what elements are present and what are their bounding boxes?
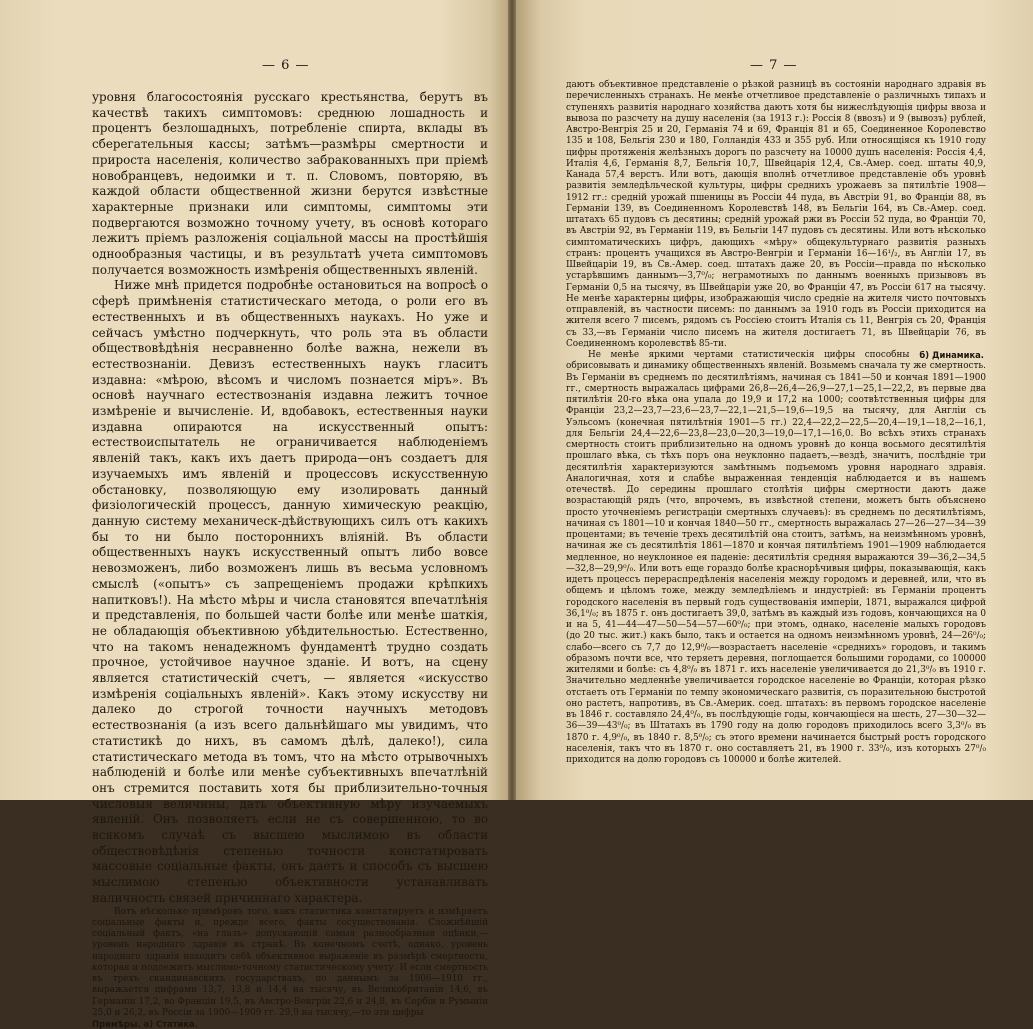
book-gutter bbox=[508, 0, 516, 800]
paragraph-2: Ниже мнѣ придется подробнѣе остановиться на вопросѣ о сферѣ примѣненія статистическаго метода, о роли его въ естественныхъ и въ общественныхъ наукахъ. Но уже и сейчасъ умѣстно подчеркнуть, что роль эта въ области обществовѣдѣнія несравненно болѣе важна, нежели въ естествознаніи. Девизъ естественныхъ наукъ гласитъ издавна: «мѣрою, вѣсомъ и числомъ познается міръ». Въ основѣ научнаго естествознанія издавна лежитъ точное измѣреніе и вычисленіе. И, вдобавокъ, естественныя науки издавна опираются на искусственный опытъ: естествоиспытатель не ограничивается наблюденіемъ явленій такъ, какъ ихъ даетъ природа—онъ создаетъ для изучаемыхъ имъ явленій и процессовъ искусственную обстановку, позволяющую ему изолировать данный физіологическій процессъ, данную химическую реакцію, данную систему механическ-дѣйствующихъ силъ отъ какихъ бы то ни было постороннихъ вліяній. Въ области общественныхъ наукъ искусственный опытъ либо вовсе невозможенъ, либо возможенъ лишь въ весьма условномъ смыслѣ («опытъ» съ запрещеніемъ продажи крѣпкихъ напитковъ!). На мѣсто мѣры и числа становятся впечатлѣнія и представленія, по большей части болѣе или менѣе шаткія, не обладающія объективною убѣдительностью. Естественно, что на такомъ ненадежномъ фундаментѣ трудно создать прочное, устойчивое научное зданіе. И вотъ, на сцену является статистическій счетъ, — является «искусство измѣренія соціальныхъ явленій». Какъ этому искусству ни далеко до строгой точности научныхъ методовъ естествознанія (а изъ всего дальнѣйшаго мы увидимъ, что статистикѣ до нихъ, въ самомъ дѣлѣ, далеко!), сила статистическаго метода въ томъ, что на мѣсто отрывочныхъ наблюденій и болѣе или менѣе субъективныхъ впечатлѣній онъ стремится поставить хотя бы приблизительно-точныя числовыя величины, дать объективную мѣру изучаемыхъ явленій. Онъ позволяетъ если не съ совершенною, то во всякомъ случаѣ съ высшею мыслимою въ области обществовѣдѣнія степенью точности констатировать массовые соціальные факты, онъ даетъ и способъ съ высшею мыслимою степенью объективности устанавливать наличность связей причиннаго характера. bbox=[92, 278, 488, 905]
page-number-right: — 7 — bbox=[750, 58, 798, 73]
left-text-column bbox=[92, 90, 488, 1029]
examples-paragraph: Вотъ нѣсколько примѣровъ того, какъ статистика констатируетъ и измѣряетъ соціальные факты и, прежде всего, факты сосуществованія. Сложнѣйшій соціальный фактъ, «на глазъ» допускающій самыя разнообразныя оцѣнки,— уровень народнаго здравія въ странѣ. Въ конечномъ счетѣ, однако, уровень народнаго здравія находитъ себѣ объективное выраженіе въ размѣрѣ смертности, которая и подлежитъ мыслимо-точному статистическому учету. И если смертность въ трехъ скандинавскихъ государствахъ, по даннымъ за 1906—1910 гг., выражается цифрами 13,7, 13,8 и 14,4 на тысячу, въ Великобританіи 14,6, въ Германіи 17,2, во Франціи 19,5, въ Австро-Венгріи 22,6 и 24,8, въ Сербіи и Румыніи 25,0 и 26,2, въ Россіи за 1900—1909 гг. 29,9 на тысячу,—то эти цифры bbox=[92, 906, 488, 1018]
left-page bbox=[0, 0, 510, 1029]
dynamics-paragraph: Не менѣе яркими чертами статистическія цифры способны обрисовывать и динамику общественныхъ явленій. Возьмемъ сначала ту же смертность. Въ Германіи въ среднемъ по десятилѣтіямъ, начиная съ 1841—50 и кончая 1891—1900 гг., смертность выражалась цифрами 26,8—26,4—26,9—27,1—25,1—22,2, въ первые два пятилѣтія 20-го вѣка она упала до 19,9 и 17,2 на 1000; соотвѣтственныя цифры для Франціи 23,2—23,7—23,6—23,7—22,1—21,5—19,6—19,5 на тысячу, для Англіи съ Уэльсомъ (конечная пятилѣтнія 1901—5 гг.) 22,4—22,2—22,5—20,4—19,1—18,2—16,1, для Бельгіи 24,4—22,6—23,8—23,0—20,3—19,0—17,1—16,0. Во всѣхъ этихъ странахъ смертность стоитъ приблизительно на одномъ уровнѣ до конца восьмого десятилѣтія прошлаго вѣка, съ тѣхъ поръ она неуклонно падаетъ,—вездѣ, значитъ, послѣдніе три десятилѣтія характеризуются замѣтнымъ подъемомъ уровня народнаго здравія. Аналогичная, хотя и слабѣе выраженная тенденція наблюдается и въ нашемъ отечествѣ. До середины прошлаго столѣтія цифры смертности даютъ даже возрастающій рядъ (что, впрочемъ, въ извѣстной степени, можетъ быть объяснено просто уточненіемъ регистраціи смертныхъ случаевъ): въ среднемъ по десятилѣтіямъ, начиная съ 1801—10 и кончая 1840—50 гг., смертность выражалась 27—26—27—34—39 процентами; въ теченіе трехъ десятилѣтій она стоитъ, затѣмъ, на неизмѣнномъ уровнѣ, начиная же съ десятилѣтія 1861—1870 и кончая пятилѣтіемъ 1901—1909 наблюдается медленное, но неуклонное ея паденіе: десятилѣтія средняя выражаются 39—36,2—34,5—32,8—29,9⁰/₀. Или вотъ еще гораздо болѣе краснорѣчивыя цифры, показывающія, какъ идетъ процессъ перераспредѣленія населенія между городомъ и деревней, или, что въ общемъ и цѣломъ тоже, между земледѣліемъ и индустріей: въ Германіи процентъ городского населенія въ первый годъ существованія имперіи, 1871, выражался цифрой 36,1⁰/₀; въ 1875 г. онъ достигаетъ 39,0, затѣмъ въ каждый изъ годовъ, кончающихся на 0 и на 5, 41—44—47—50—54—57—60⁰/₀; при этомъ, однако, населеніе малыхъ городовъ (до 20 тыс. жит.) какъ было, такъ и остается на одномъ неизмѣнномъ уровнѣ, 24—26⁰/₀; слабо—всего съ 7,7 до 12,9⁰/₀—возрастаетъ населеніе «среднихъ» городовъ, и такимъ образомъ почти все, что теряетъ деревня, поглощается большими городами, со 100000 жителями и болѣе: съ 4,8⁰/₀ въ 1871 г. ихъ населеніе увеличивается до 21,3⁰/₀ въ 1910 г. Значительно медленнѣе увеличивается городское населеніе во Франціи, которая рѣзко отстаетъ отъ Германіи по темпу экономическаго развитія, съ поразительною быстротой оно растетъ, напротивъ, въ Св.-Америк. соед. штатахъ: въ первомъ городское населеніе въ 1846 г. составляло 24,4⁰/₀, въ послѣдующіе годы, кончающіеся на шесть, 27—30—32—36—39—43⁰/₀; въ Штатахъ въ 1790 году на долю городовъ приходилось всего 3,3⁰/₀ въ 1870 г. 4,9⁰/₀, въ 1840 г. 8,5⁰/₀; съ этого времени начинается быстрый ростъ городского населенія, такъ что въ 1870 г. оно составляетъ 21, въ 1900 г. 33⁰/₀, изъ которыхъ 27⁰/₀ приходится на долю городовъ съ 100000 и болѣе жителей. bbox=[566, 350, 986, 765]
right-text-column bbox=[566, 80, 986, 766]
right-page bbox=[514, 0, 1033, 800]
paragraph-1: уровня благосостоянія русскаго крестьянства, берутъ въ качествѣ такихъ симптомовъ: среднюю лошадность и процентъ безлошадныхъ, потребленіе спирта, вклады въ сберегательныя кассы; затѣмъ—размѣры смертности и прироста населенія, количество забракованныхъ при пріемѣ новобранцевъ, недоимки и т. п. Словомъ, повторяю, въ каждой области общественной жизни берутся извѣстные характерные признаки или симптомы, симптомы эти подвергаются возможно точному учету, въ основѣ котораго лежитъ пріемъ разложенія соціальной массы на простѣйшія однообразныя частицы, и въ результатѣ учета симптомовъ получается возможность измѣренія общественныхъ явленій. bbox=[92, 90, 488, 277]
examples-heading: Примѣры. а) Статика. bbox=[92, 1019, 198, 1029]
page-number-left: — 6 — bbox=[262, 58, 310, 73]
dynamics-heading: б) Динамика. bbox=[919, 350, 984, 360]
statics-continuation-paragraph: даютъ объективное представленіе о рѣзкой разницѣ въ состояніи народнаго здравія въ перечисленныхъ странахъ. Не менѣе отчетливое представленіе о различныхъ типахъ и ступеняхъ развитія народнаго хозяйства даютъ хотя бы нижеслѣдующія цифры ввоза и вывоза по разсчету на душу населенія (за 1913 г.): Россія 8 (ввозъ) и 9 (вывозъ) рублей, Австро-Венгрія 25 и 20, Германія 74 и 69, Франція 81 и 65, Соединенное Королевство 135 и 108, Бельгія 230 и 180, Голландія 433 и 355 руб. Или относящіяся къ 1910 году цифры протяженія желѣзныхъ дорогъ по разсчету на 10000 душъ населенія: Россія 4,4, Италія 4,6, Германія 8,7, Бельгія 10,7, Швейцарія 12,4, Св.-Амер. соед. штаты 40,9, Канада 57,4 верстъ. Или вотъ, дающія вполнѣ отчетливое представленіе объ уровнѣ развитія земледѣльческой культуры, цифры среднихъ урожаевъ за пятилѣтіе 1908—1912 гг.: средній урожай пшеницы въ Россіи 44 пуда, въ Австріи 91, во Франціи 88, въ Германіи 139, въ Соединенномъ Королевствѣ 148, въ Бельгіи 164, въ Св.-Амер. соед. штатахъ 65 пудовъ съ десятины; средній урожай ржи въ Россіи 52 пуда, во Франціи 70, въ Австріи 92, въ Германіи 119, въ Бельгіи 147 пудовъ съ десятины. Или вотъ нѣсколько симптоматическихъ цифръ, дающихъ «мѣру» общекультурнаго развитія разныхъ странъ: процентъ учащихся въ Австро-Венгріи и Германіи 16—16¹/₂, въ Англіи 17, въ Швейцаріи 19, въ Св.-Амер. соед. штатахъ даже 20, въ Россіи—правда по нѣсколько устарѣвшимъ даннымъ—3,7⁰/₀; неграмотныхъ по даннымъ военныхъ призывовъ въ Германіи 0,5 на тысячу, въ Швейцаріи уже 20, во Франціи 47, въ Россіи 617 на тысячу. Не менѣе характерны цифры, изображающія число средніе на жителя чисто почтовыхъ отправленій, въ частности писемъ: по даннымъ за 1910 годъ въ Россіи приходится на жителя всего 7 писемъ, рядомъ съ Россіею стоитъ Италія съ 11, Венгрія съ 20, Франція съ 33,—въ Германіи число писемъ на жителя достигаетъ 71, въ Швейцаріи 76, въ Соединенномъ королевствѣ 85-ти. bbox=[566, 80, 986, 349]
